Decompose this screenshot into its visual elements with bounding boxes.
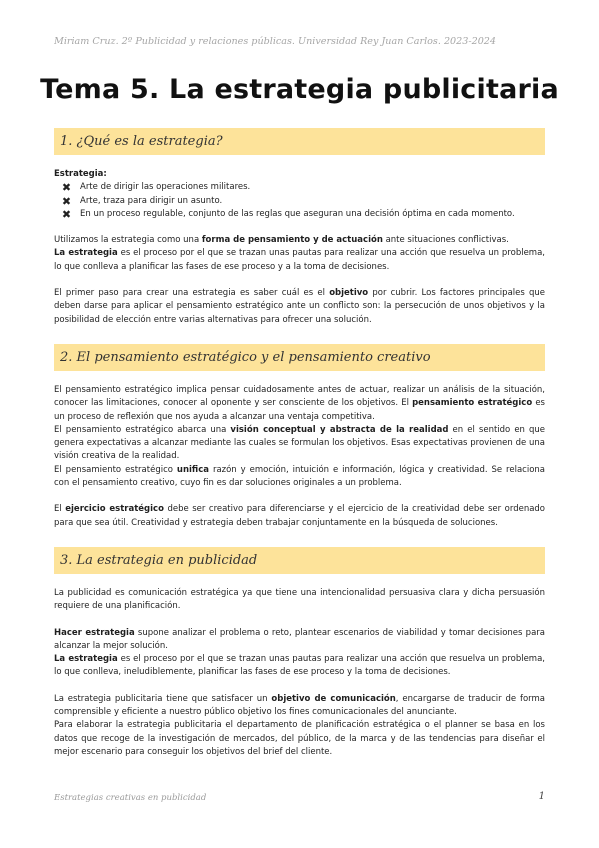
paragraph: Utilizamos la estrategia como una forma de pensamiento y de actuación ante situaciones conflictivas. xyxy=(54,235,509,246)
paragraph: La estrategia publicitaria tiene que satisfacer un objetivo de comunicación, encargarse de traducir de forma comprensible y eficiente a nuestro público objetivo los fines comunicacionales del anunciante. xyxy=(54,693,545,718)
paragraph: El pensamiento estratégico implica pensar cuidadosamente antes de actuar, realizar un análisis de la situación, conocer las limitaciones, conocer al oponente y ser consciente de los objetivos. El pensamiento estratégico es un proceso de reflexión que nos ayuda a alcanzar una ventaja competitiva. xyxy=(54,385,545,422)
page-number: 1 xyxy=(538,791,545,802)
section-heading-text: 2. El pensamiento estratégico y el pensamiento creativo xyxy=(60,350,431,365)
footer-course-title: Estrategias creativas en publicidad xyxy=(54,793,207,803)
list-item: ✖ En un proceso regulable, conjunto de las reglas que aseguran una decisión óptima en cada momento. xyxy=(61,207,515,221)
term-label: Estrategia: xyxy=(54,169,107,179)
paragraph: El pensamiento estratégico unifica razón y emoción, intuición e información, lógica y creatividad. Se relaciona con el pensamiento creativo, cuyo fin es dar soluciones originales a un problema. xyxy=(54,464,545,489)
section-3-body xyxy=(54,587,545,759)
paragraph: La publicidad es comunicación estratégica ya que tiene una intencionalidad persuasiva clara y dicha persuasión requiere de una planificación. xyxy=(54,588,545,612)
paragraph: El ejercicio estratégico debe ser creativo para diferenciarse y el ejercicio de la creatividad debe ser ordenado para que sea útil. Creatividad y estrategia deben trabajar conjuntamente en la búsqueda de soluciones. xyxy=(54,504,546,528)
section-1-body xyxy=(54,168,545,327)
document-title: Tema 5. La estrategia publicitaria xyxy=(40,74,559,105)
list-item: ✖ Arte de dirigir las operaciones militares. xyxy=(61,181,251,195)
list-item: ✖ Arte, traza para dirigir un asunto. xyxy=(61,194,223,208)
paragraph: La estrategia es el proceso por el que se trazan unas pautas para realizar una acción que resuelva un problema, lo que conlleva a planificar las fases de ese proceso y a la toma de decisiones. xyxy=(54,248,545,272)
section-heading-1 xyxy=(54,128,545,155)
cross-mark-icon: ✖ xyxy=(61,207,72,221)
definition-list xyxy=(54,181,545,221)
cross-mark-icon: ✖ xyxy=(61,194,72,208)
section-heading-2 xyxy=(54,344,545,371)
paragraph: Para elaborar la estrategia publicitaria el departamento de planificación estratégica o el planner se basa en los datos que recoge de la investigación de mercados, del público, de la marca y de las tendencias para diseñar el mejor escenario para conseguir los objetivos del brief del cliente. xyxy=(54,720,545,757)
paragraph: Hacer estrategia supone analizar el problema o reto, plantear escenarios de viabilidad y tomar decisiones para alcanzar la mejor solución. xyxy=(54,627,545,651)
section-2-body xyxy=(54,384,545,530)
section-heading-text: 3. La estrategia en publicidad xyxy=(60,553,258,568)
running-header: Miriam Cruz. 2º Publicidad y relaciones públicas. Universidad Rey Juan Carlos. 2023-2024 xyxy=(54,36,497,47)
cross-mark-icon: ✖ xyxy=(61,181,72,195)
paragraph: El pensamiento estratégico abarca una visión conceptual y abstracta de la realidad en el sentido en que genera expectativas a alcanzar mediante las cuales se formulan los objetivos. Esas expectativas provienen de una visión creativa de la realidad. xyxy=(54,424,546,462)
section-heading-3 xyxy=(54,547,545,574)
paragraph: El primer paso para crear una estrategia es saber cuál es el objetivo por cubrir. Los factores principales que deben darse para aplicar el pensamiento estratégico ante un conflicto son: la persecución de unos objetivos y la posibilidad de elección entre varias alternativas para ofrecer una solución. xyxy=(54,288,545,325)
paragraph: La estrategia es el proceso por el que se trazan unas pautas para realizar una acción que resuelva un problema, lo que conlleva, ineludiblemente, planificar las fases de ese proceso y la toma de decisiones. xyxy=(54,654,545,678)
section-heading-text: 1. ¿Qué es la estrategia? xyxy=(60,134,223,149)
